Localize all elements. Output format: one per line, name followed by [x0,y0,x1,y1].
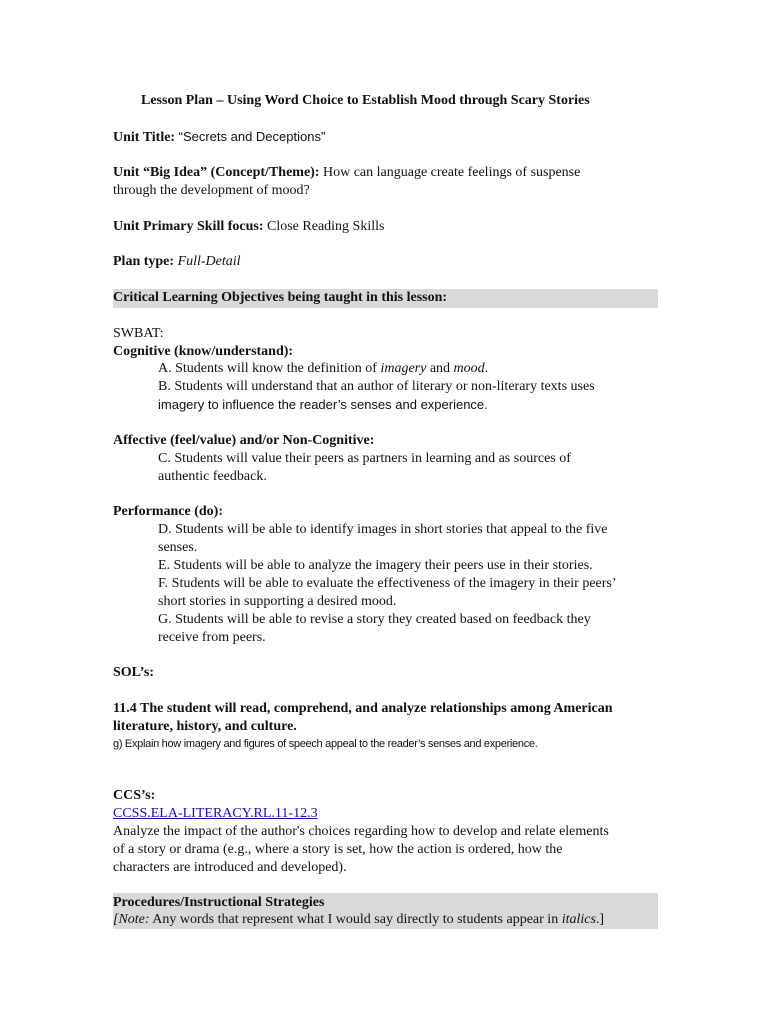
big-idea-value-cont: through the development of mood? [113,183,310,198]
procedures-heading: Procedures/Instructional Strategies [113,895,325,910]
objective-e: E. Students will be able to analyze the imagery their peers use in their stories. [158,558,593,573]
ccss-text-line3: characters are introduced and developed). [113,860,347,875]
sol-substandard-g: g) Explain how imagery and figures of speech appeal to the reader’s senses and experience. [113,738,538,750]
sol-standard-line1: 11.4 The student will read, comprehend, and analyze relationships among American [113,701,613,716]
note-italics-word: italics [561,912,596,927]
skill-focus-line [113,218,384,236]
affective-heading: Affective (feel/value) and/or Non-Cognitive: [113,433,375,448]
ccss-standard-link[interactable]: CCSS.ELA-LITERACY.RL.11-12.3 [113,806,318,821]
ccss-text-line1: Analyze the impact of the author's choices regarding how to develop and relate elements [113,824,609,839]
objective-b-line1: B. Students will understand that an author of literary or non-literary texts uses [158,379,595,394]
objective-d-line2: senses. [158,540,198,555]
objective-c-line2: authentic feedback. [158,469,267,484]
objective-a-term-imagery: imagery [380,361,427,376]
objective-g-line1: G. Students will be able to revise a story they created based on feedback they [158,612,591,627]
objective-b-line2: imagery to influence the reader’s senses and experience. [158,397,488,412]
objectives-heading: Critical Learning Objectives being taught in this lesson: [113,290,448,305]
big-idea-label: Unit “Big Idea” (Concept/Theme): [113,165,320,180]
ccs-heading: CCS’s: [113,788,156,803]
big-idea-value: How can language create feelings of suspense [323,165,581,180]
objective-a [158,360,488,378]
note-end: .] [595,912,605,927]
objective-a-term-mood: mood [453,361,485,376]
swbat-label: SWBAT: [113,326,164,341]
objective-a-and: and [426,361,454,376]
objective-c-line1: C. Students will value their peers as partners in learning and as sources of [158,451,571,466]
objective-f-line1: F. Students will be able to evaluate the effectiveness of the imagery in their peers’ [158,576,617,591]
skill-focus-value: Close Reading Skills [267,219,385,234]
objective-a-text: A. Students will know the definition of [158,361,381,376]
sols-heading: SOL’s: [113,665,154,680]
objective-f-line2: short stories in supporting a desired mood. [158,594,397,609]
skill-focus-label: Unit Primary Skill focus: [113,219,264,234]
procedures-note [113,911,604,929]
big-idea-line [113,164,580,182]
objective-a-end: . [484,361,489,376]
plan-type-line [113,253,241,271]
objective-g-line2: receive from peers. [158,630,266,645]
unit-title-label: Unit Title: [113,130,176,145]
objective-d-line1: D. Students will be able to identify images in short stories that appeal to the five [158,522,608,537]
page-title: Lesson Plan – Using Word Choice to Establish Mood through Scary Stories [141,93,590,108]
performance-heading: Performance (do): [113,504,224,519]
ccss-text-line2: of a story or drama (e.g., where a story is set, how the action is ordered, how the [113,842,563,857]
unit-title-value: “Secrets and Deceptions” [178,129,326,144]
note-label: [Note: [113,912,150,927]
plan-type-value: Full-Detail [177,254,241,269]
unit-title-line [113,128,325,147]
cognitive-heading: Cognitive (know/understand): [113,344,294,359]
plan-type-label: Plan type: [113,254,175,269]
note-text: Any words that represent what I would say directly to students appear in [149,912,562,927]
sol-standard-line2: literature, history, and culture. [113,719,297,734]
